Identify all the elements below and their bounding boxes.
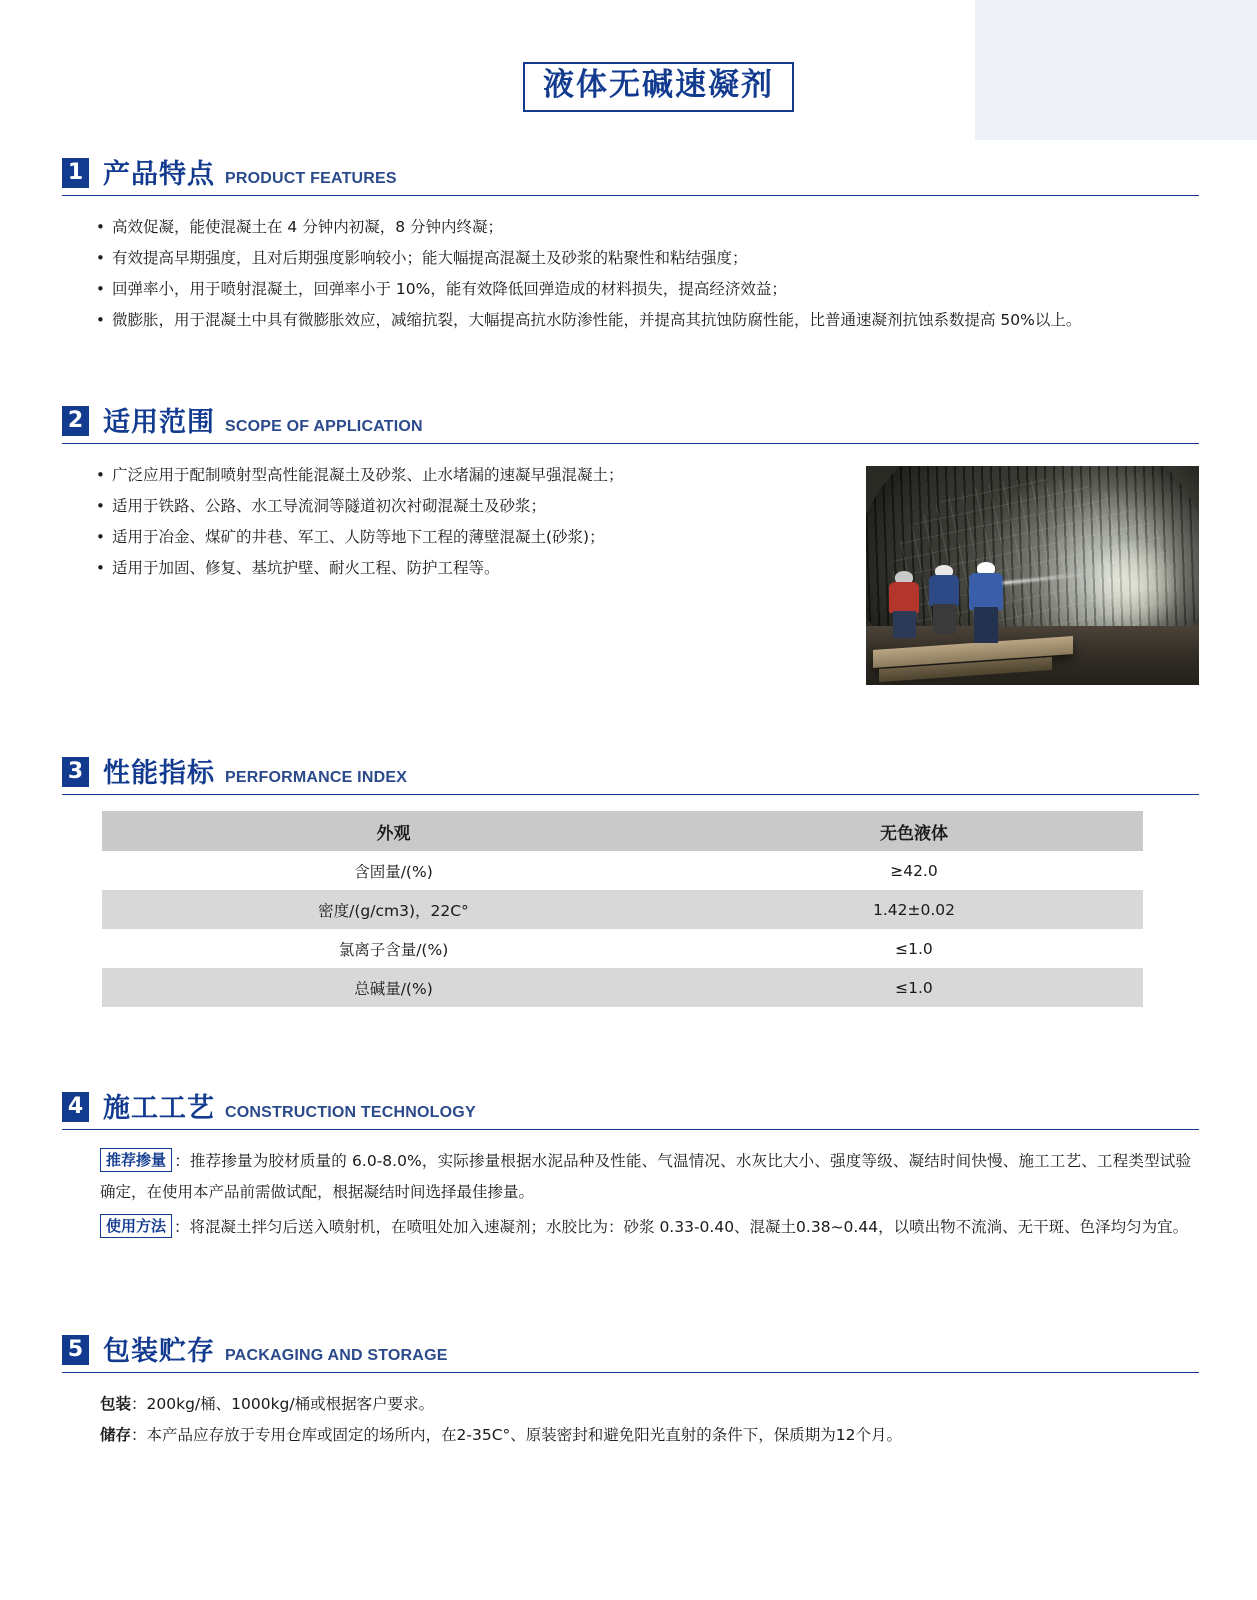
- table-row: [102, 929, 1143, 968]
- table-cell-property: 总碱量/(%): [102, 968, 685, 1007]
- table-row: [102, 851, 1143, 890]
- section-packaging-and-storage: [0, 1335, 1257, 1491]
- section-number-badge: 5: [62, 1335, 89, 1365]
- section-divider: [62, 794, 1199, 795]
- list-item: • 有效提高早期强度，且对后期强度影响较小；能大幅提高混凝土及砂浆的粘聚性和粘结强度；: [96, 243, 1199, 274]
- list-item: • 微膨胀，用于混凝土中具有微膨胀效应，减缩抗裂，大幅提高抗水防渗性能，并提高其抗蚀防腐性能，比普通速凝剂抗蚀系数提高 50%以上。: [96, 305, 1199, 336]
- table-cell-property: 氯离子含量/(%): [102, 929, 685, 968]
- list-item: • 适用于加固、修复、基坑护壁、耐火工程、防护工程等。: [96, 553, 856, 584]
- section-divider: [62, 195, 1199, 196]
- table-cell-value: ≥42.0: [685, 851, 1143, 890]
- list-item: • 适用于冶金、煤矿的井巷、军工、人防等地下工程的薄壁混凝土(砂浆)；: [96, 522, 856, 553]
- section-scope-of-application: [0, 406, 1257, 685]
- dosage-paragraph: [100, 1146, 1191, 1208]
- section-title-en: PRODUCT FEATURES: [225, 170, 397, 187]
- list-item: • 高效促凝，能使混凝土在 4 分钟内初凝，8 分钟内终凝；: [96, 212, 1199, 243]
- storage-line: [100, 1420, 1199, 1451]
- list-item: • 适用于铁路、公路、水工导流洞等隧道初次衬砌混凝土及砂浆；: [96, 491, 856, 522]
- section-title-en: SCOPE OF APPLICATION: [225, 418, 423, 435]
- storage-text: ：本产品应存放于专用仓库或固定的场所内，在2-35C°、原装密封和避免阳光直射的条件下，保质期为12个月。: [131, 1426, 902, 1444]
- feature-list: [62, 212, 1199, 336]
- section-header: [62, 158, 1199, 188]
- packaging-line: [100, 1389, 1199, 1420]
- table-cell-property: 密度/(g/cm3)，22C°: [102, 890, 685, 929]
- page-title: 液体无碱速凝剂: [543, 67, 774, 103]
- section-number-badge: 4: [62, 1092, 89, 1122]
- page-title-area: [0, 0, 1257, 103]
- table-row: [102, 890, 1143, 929]
- performance-index-table: [102, 811, 1143, 1007]
- section-header: [62, 757, 1199, 787]
- list-item: • 广泛应用于配制喷射型高性能混凝土及砂浆、止水堵漏的速凝早强混凝土；: [96, 460, 856, 491]
- table-row: [102, 968, 1143, 1007]
- packaging-label: 包装: [100, 1395, 132, 1413]
- section-header: [62, 1092, 1199, 1122]
- usage-text: ：将混凝土拌匀后送入喷射机，在喷咀处加入速凝剂；水胶比为：砂浆 0.33-0.40、混凝土0.38~0.44，以喷出物不流淌、无干斑、色泽均匀为宜。: [174, 1218, 1189, 1236]
- construction-text-block: [62, 1146, 1199, 1243]
- section-divider: [62, 1129, 1199, 1130]
- section-number-badge: 2: [62, 406, 89, 436]
- packaging-text-block: [62, 1389, 1199, 1451]
- list-item: • 回弹率小，用于喷射混凝土，回弹率小于 10%，能有效降低回弹造成的材料损失，提高经济效益；: [96, 274, 1199, 305]
- table-cell-value: ≤1.0: [685, 929, 1143, 968]
- section-title-en: PERFORMANCE INDEX: [225, 769, 408, 786]
- section-divider: [62, 1372, 1199, 1373]
- section-title-en: CONSTRUCTION TECHNOLOGY: [225, 1104, 476, 1121]
- page-title-box: [523, 62, 794, 112]
- section-divider: [62, 443, 1199, 444]
- dosage-text: ：推荐掺量为胶材质量的 6.0-8.0%，实际掺量根据水泥品种及性能、气温情况、水灰比大小、强度等级、凝结时间快慢、施工工艺、工程类型试验确定，在使用本产品前需做试配，根据凝结时间选择最佳掺量。: [100, 1152, 1191, 1201]
- section-header: [62, 1335, 1199, 1365]
- tunnel-construction-photo: [866, 466, 1199, 685]
- dosage-tag: 推荐掺量: [100, 1148, 172, 1172]
- scope-body: [62, 460, 1199, 685]
- section-title-cn: 产品特点: [103, 159, 215, 190]
- section-construction-technology: [0, 1092, 1257, 1243]
- section-title-cn: 包装贮存: [103, 1336, 215, 1367]
- scope-list: [62, 460, 856, 584]
- table-cell-property: 含固量/(%): [102, 851, 685, 890]
- section-performance-index: [0, 757, 1257, 1007]
- section-title-en: PACKAGING AND STORAGE: [225, 1347, 448, 1364]
- worker-red: [889, 571, 919, 637]
- section-product-features: [0, 158, 1257, 336]
- usage-paragraph: [100, 1212, 1191, 1243]
- usage-tag: 使用方法: [100, 1214, 172, 1238]
- section-title-cn: 性能指标: [103, 758, 215, 789]
- table-cell-value: ≤1.0: [685, 968, 1143, 1007]
- table-header-cell: 无色液体: [685, 811, 1143, 851]
- worker-blue: [929, 565, 959, 633]
- worker-spraying: [969, 562, 1002, 641]
- table-header-row: [102, 811, 1143, 851]
- table-header-cell: 外观: [102, 811, 685, 851]
- section-title-cn: 施工工艺: [103, 1093, 215, 1124]
- section-title-cn: 适用范围: [103, 407, 215, 438]
- table-cell-value: 1.42±0.02: [685, 890, 1143, 929]
- section-number-badge: 3: [62, 757, 89, 787]
- tunnel-light-glow: [1089, 540, 1179, 630]
- storage-label: 储存: [100, 1426, 132, 1444]
- scope-list-wrap: [62, 460, 856, 584]
- section-header: [62, 406, 1199, 436]
- section-number-badge: 1: [62, 158, 89, 188]
- packaging-text: ：200kg/桶、1000kg/桶或根据客户要求。: [131, 1395, 435, 1413]
